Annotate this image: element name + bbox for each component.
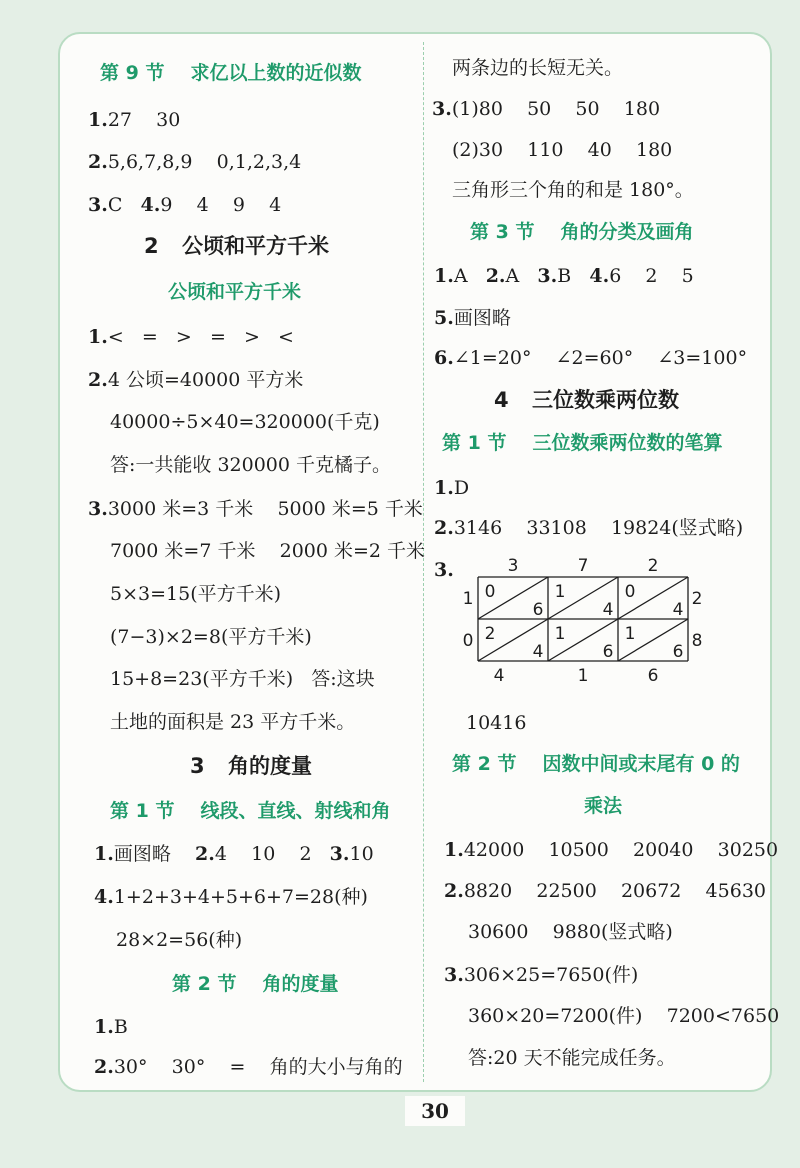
answer-line: 360×20=7200(件) 7200<7650 <box>468 1005 780 1027</box>
top-digit: 3 <box>507 556 519 576</box>
cell-tens-digit: 0 <box>484 582 496 602</box>
answer-line: 4.1+2+3+4+5+6+7=28(种) <box>94 886 368 908</box>
cell-tens-digit: 0 <box>624 582 636 602</box>
answer-line: 28×2=56(种) <box>116 929 243 951</box>
answer-line: 2.4 公顷=40000 平方米 <box>88 369 304 391</box>
answer-line: 答:一共能收 320000 千克橘子。 <box>110 454 392 476</box>
lattice-multiplication-diagram <box>440 555 710 695</box>
left-digit: 1 <box>462 589 474 609</box>
answer-line: 2.30° 30° = 角的大小与角的 <box>94 1056 403 1078</box>
answer-line: 1.画图略 2.4 10 2 3.10 <box>94 843 374 865</box>
answer-line: 3.C 4.9 4 9 4 <box>88 194 282 216</box>
left-digit: 0 <box>462 631 474 651</box>
section-heading: 第 1 节 三位数乘两位数的笔算 <box>442 432 723 454</box>
answer-line: 3.3000 米=3 千米 5000 米=5 千米 <box>88 498 423 520</box>
top-digit: 7 <box>577 556 589 576</box>
subsection-heading: 公顷和平方千米 <box>168 281 302 303</box>
answer-line: 答:20 天不能完成任务。 <box>468 1047 676 1069</box>
cell-ones-digit: 6 <box>602 642 614 662</box>
section-heading-continued: 乘法 <box>584 795 623 817</box>
answer-line: 7000 米=7 千米 2000 米=2 千米 <box>110 540 426 562</box>
cell-tens-digit: 1 <box>624 624 636 644</box>
cell-ones-digit: 6 <box>672 642 684 662</box>
answer-line: 1.A 2.A 3.B 4.6 2 5 <box>434 265 694 287</box>
answer-line: 3. <box>434 559 454 581</box>
answer-line: 5.画图略 <box>434 307 511 329</box>
answer-line: 土地的面积是 23 平方千米。 <box>110 711 356 733</box>
answer-line: 2.3146 33108 19824(竖式略) <box>434 517 744 539</box>
cell-ones-digit: 4 <box>672 600 684 620</box>
answer-line: (2)30 110 40 180 <box>452 139 673 161</box>
answer-line: 1.42000 10500 20040 30250 <box>444 839 779 861</box>
answer-line: 6.∠1=20° ∠2=60° ∠3=100° <box>434 347 748 369</box>
answer-line: 2.5,6,7,8,9 0,1,2,3,4 <box>88 151 302 173</box>
section-heading: 第 2 节 因数中间或末尾有 0 的 <box>452 753 740 775</box>
section-heading: 第 3 节 角的分类及画角 <box>470 221 694 243</box>
page-number: 30 <box>405 1096 465 1126</box>
answer-line: 15+8=23(平方千米) 答:这块 <box>110 668 375 690</box>
answer-line: 1.< = > = > < <box>88 326 294 348</box>
chapter-heading: 2 公顷和平方千米 <box>144 234 329 258</box>
answer-line: 3.306×25=7650(件) <box>444 964 639 986</box>
chapter-heading: 4 三位数乘两位数 <box>494 388 679 412</box>
cell-tens-digit: 1 <box>554 624 566 644</box>
bottom-digit: 4 <box>493 666 505 686</box>
section-heading: 第 1 节 线段、直线、射线和角 <box>110 800 391 822</box>
answer-line: 30600 9880(竖式略) <box>468 921 673 943</box>
answer-line: 5×3=15(平方千米) <box>110 583 282 605</box>
answer-line: 1.D <box>434 477 470 499</box>
cell-tens-digit: 1 <box>554 582 566 602</box>
section-heading: 第 2 节 角的度量 <box>172 973 339 995</box>
chapter-heading: 3 角的度量 <box>190 754 312 778</box>
answer-line: 1.B <box>94 1016 128 1038</box>
right-digit: 8 <box>691 631 703 651</box>
answer-line: 10416 <box>466 712 527 734</box>
cell-ones-digit: 4 <box>602 600 614 620</box>
answer-line: 1.27 30 <box>88 109 181 131</box>
bottom-digit: 1 <box>577 666 589 686</box>
answer-line: (7−3)×2=8(平方千米) <box>110 626 312 648</box>
section-heading: 第 9 节 求亿以上数的近似数 <box>100 62 362 84</box>
bottom-digit: 6 <box>647 666 659 686</box>
cell-ones-digit: 6 <box>532 600 544 620</box>
answer-line: 2.8820 22500 20672 45630 <box>444 880 766 902</box>
answer-line: 三角形三个角的和是 180°。 <box>452 179 694 201</box>
answer-line: 40000÷5×40=320000(千克) <box>110 411 380 433</box>
cell-tens-digit: 2 <box>484 624 496 644</box>
answer-line: 两条边的长短无关。 <box>452 57 624 79</box>
right-digit: 2 <box>691 589 703 609</box>
cell-ones-digit: 4 <box>532 642 544 662</box>
top-digit: 2 <box>647 556 659 576</box>
answer-line: 3.(1)80 50 50 180 <box>432 98 661 120</box>
